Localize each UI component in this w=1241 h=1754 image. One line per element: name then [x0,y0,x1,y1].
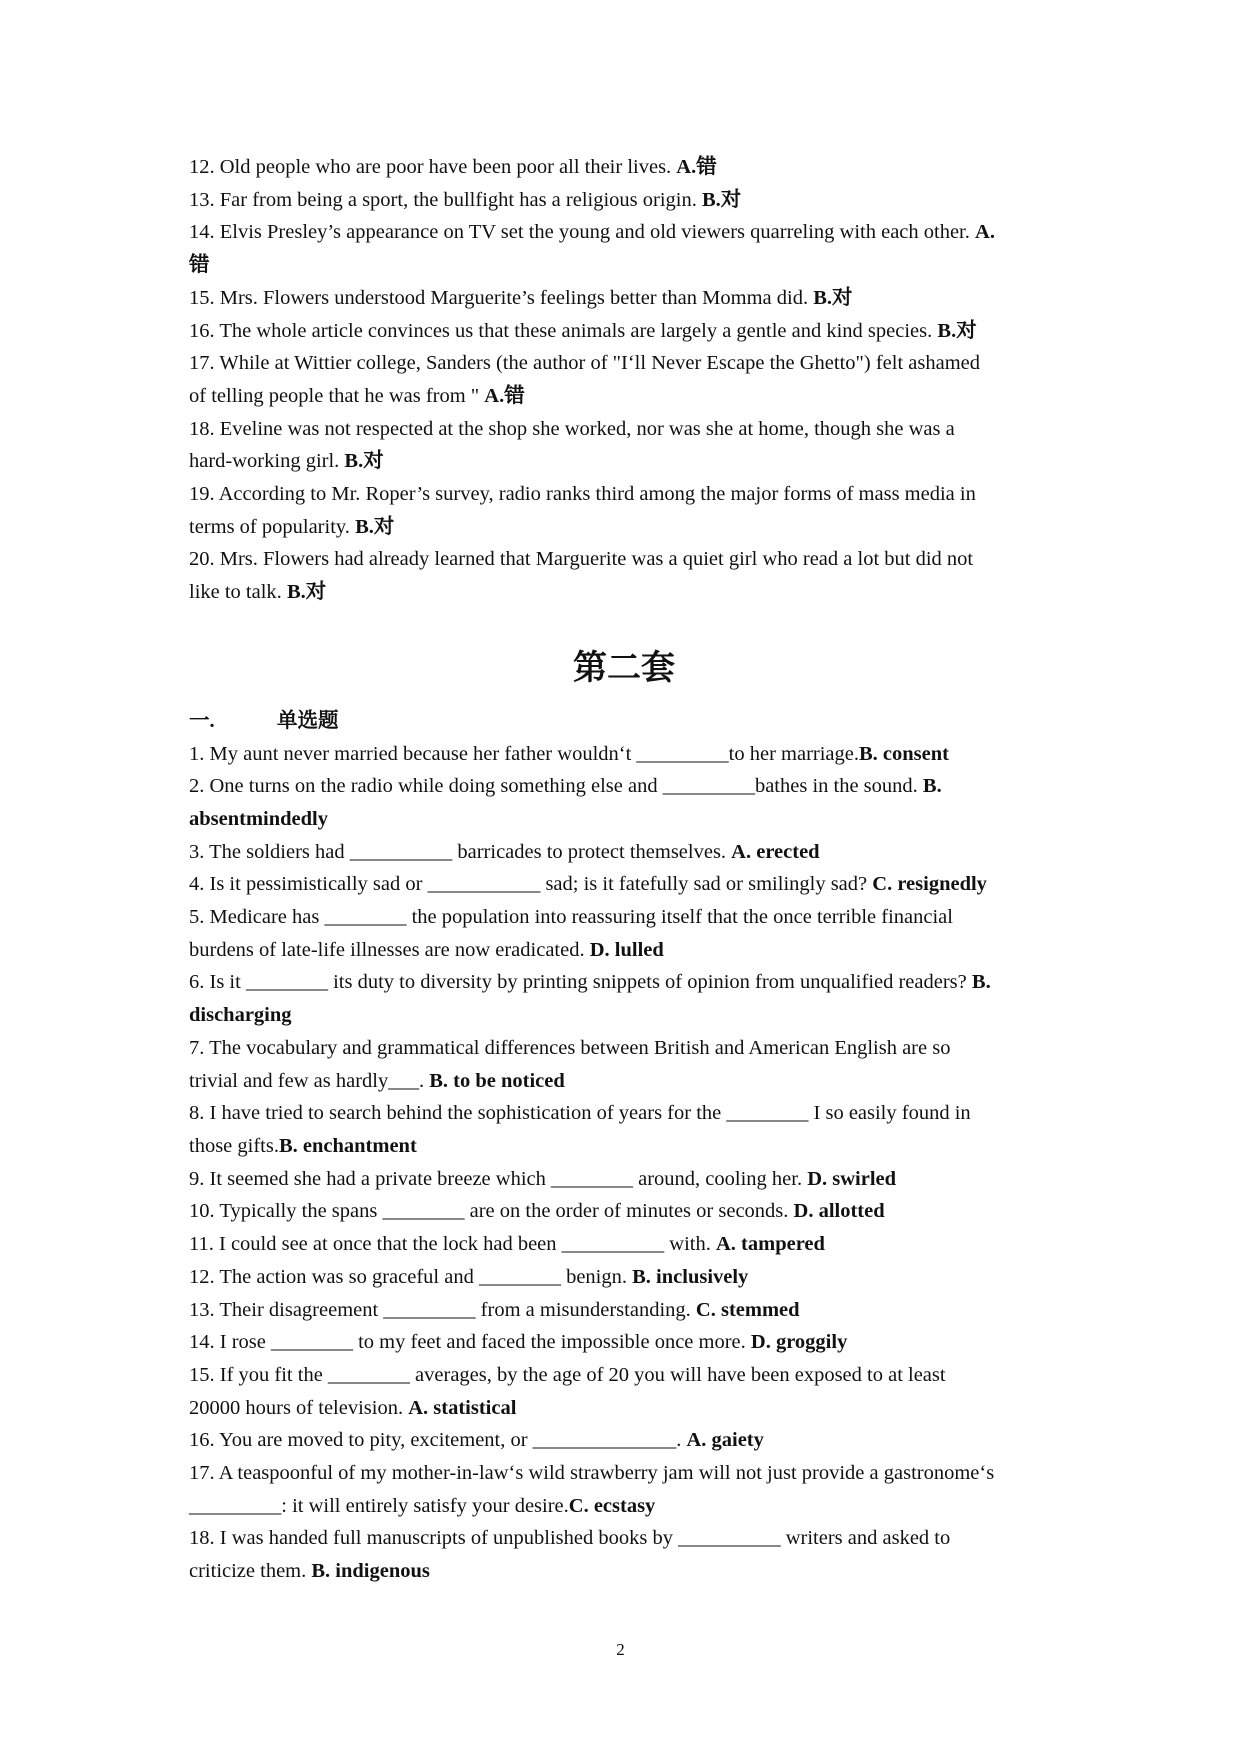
question-item [189,868,1059,901]
answer-text: A. tampered [715,1233,825,1256]
set-heading: 第二套 [573,649,675,687]
question-item [189,543,1059,608]
page-content [189,151,1059,1588]
answer-text: B. inclusively [632,1265,749,1288]
question-text: 14. Elvis Presley’s appearance on TV set the young and old viewers quarreling with each other. [189,221,976,244]
question-text: 14. I rose ________ to my feet and faced the impossible once more. [189,1331,751,1354]
question-item [189,347,1059,412]
question-text: 18. I was handed full manuscripts of unpublished books by __________ writers and asked to criticize them. [189,1527,951,1583]
question-item [189,478,1059,543]
answer-text: D. allotted [793,1200,885,1223]
question-text: 13. Far from being a sport, the bullfight has a religious origin. [189,188,702,211]
question-text: 13. Their disagreement _________ from a misunderstanding. [189,1298,696,1321]
question-text: 17. A teaspoonful of my mother-in-law‘s wild strawberry jam will not just provide a gastronome‘s _________: it will entirely satisfy your desire. [189,1462,995,1517]
answer-text: B.对 [286,581,327,604]
question-item [189,966,1059,1031]
answer-text: B.对 [701,188,742,211]
question-text: 5. Medicare has ________ the population into reassuring itself that the once terrible financial burdens of late-life illnesses are now eradicated. [189,906,953,961]
question-text: 8. I have tried to search behind the sophistication of years for the ________ I so easily found in those gifts. [189,1102,971,1157]
question-item [189,836,1059,869]
question-text: 12. Old people who are poor have been poor all their lives. [189,156,677,178]
question-item [189,1326,1059,1359]
answer-text: C. ecstasy [568,1494,656,1517]
answer-text: A. gaiety [686,1429,764,1452]
answer-text: B. to be noticed [429,1069,565,1092]
answer-text: D. lulled [589,938,664,961]
question-text: 15. Mrs. Flowers understood Marguerite’s feelings better than Momma did. [189,286,814,309]
question-item [189,1261,1059,1294]
answer-text: A.错 [676,156,717,178]
true-false-list [189,151,1059,609]
answer-text: B.对 [813,286,853,309]
question-item [189,1424,1059,1457]
answer-text: B. enchantment [278,1134,417,1157]
answer-text: B. consent [859,742,949,765]
page-number: 2 [616,1640,625,1659]
answer-text: C. resignedly [872,873,987,896]
answer-text: B. discharging [189,971,991,1027]
question-item [189,1163,1059,1196]
question-text: 19. According to Mr. Roper’s survey, radio ranks third among the major forms of mass media in terms of popularity. [189,483,976,538]
question-item [189,184,1059,217]
question-item [189,1457,1059,1522]
question-text: 6. Is it ________ its duty to diversity by printing snippets of opinion from unqualified readers? [189,971,972,994]
answer-text: D. swirled [807,1167,897,1190]
answer-text: A. erected [731,840,820,863]
question-item [189,413,1059,478]
answer-text: A. statistical [408,1396,517,1419]
answer-text: D. groggily [750,1331,848,1354]
section-label [189,705,1059,738]
answer-text: A.错 [484,384,525,407]
question-text: 15. If you fit the ________ averages, by the age of 20 you will have been exposed to at least 20000 hours of television. [189,1363,946,1419]
question-item [189,315,1059,348]
question-text: 16. The whole article convinces us that these animals are largely a gentle and kind species. [189,319,938,342]
question-item [189,1522,1059,1587]
question-item [189,1359,1059,1424]
question-item [189,1097,1059,1162]
section-title: 单选题 [277,709,339,732]
answer-text: B.对 [344,450,384,473]
section-number: 一. [189,709,215,732]
question-text: 10. Typically the spans ________ are on the order of minutes or seconds. [189,1200,794,1223]
question-text: 1. My aunt never married because her father wouldn‘t _________to her marriage. [189,742,859,765]
question-item [189,216,1059,281]
question-item [189,1228,1059,1261]
answer-text: B. indigenous [311,1560,430,1583]
question-text: 3. The soldiers had __________ barricades to protect themselves. [189,840,732,863]
question-text: 17. While at Wittier college, Sanders (the author of "I‘ll Never Escape the Ghetto") felt ashamed of telling people that he was from " [189,352,981,407]
answer-text: B. absentmindedly [189,775,942,830]
question-item [189,1032,1059,1097]
question-item [189,738,1059,771]
question-text: 11. I could see at once that the lock had been __________ with. [189,1233,716,1256]
question-text: 9. It seemed she had a private breeze which ________ around, cooling her. [189,1167,808,1190]
question-item [189,1294,1059,1327]
question-text: 20. Mrs. Flowers had already learned that Marguerite was a quiet girl who read a lot but did not like to talk. [189,548,974,604]
question-text: 18. Eveline was not respected at the shop she worked, nor was she at home, though she was a hard-working girl. [189,417,955,473]
answer-text: B.对 [355,515,395,538]
answer-text: B.对 [937,319,977,342]
answer-text: C. stemmed [695,1298,800,1321]
question-text: 4. Is it pessimistically sad or ___________ sad; is it fatefully sad or smilingly sad? [189,873,873,896]
question-text: 7. The vocabulary and grammatical differences between British and American English are so trivial and few as hardly___. [189,1036,951,1092]
question-item [189,282,1059,315]
multiple-choice-list [189,738,1059,1588]
question-item [189,770,1059,835]
question-text: 2. One turns on the radio while doing something else and _________bathes in the sound. [189,775,923,798]
answer-text: A. 错 [189,221,995,277]
spacer [189,609,1059,647]
question-item [189,1195,1059,1228]
question-item [189,901,1059,966]
question-text: 12. The action was so graceful and ________ benign. [189,1265,633,1288]
question-item [189,151,1059,184]
question-text: 16. You are moved to pity, excitement, or ______________. [189,1429,687,1452]
